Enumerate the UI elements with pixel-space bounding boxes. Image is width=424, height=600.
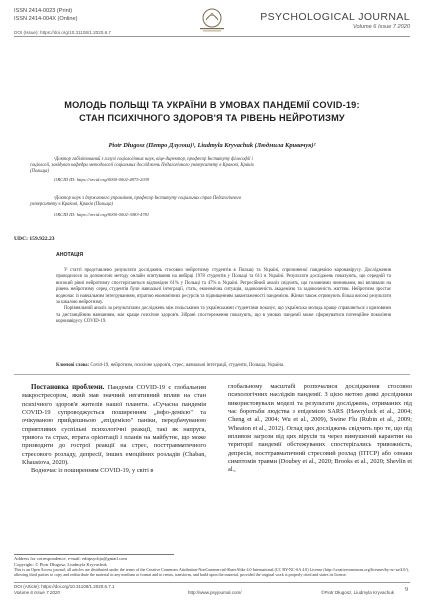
keywords-text: Covid-19, нейротизм, психічне здоров'я, стрес, навчальні інтеграції, студенти, Польща, Україна. <box>90 363 285 368</box>
header-divider <box>14 36 410 37</box>
copyright-note: Copyright: © Piotr Długosz, Liudmyla Kryvachuk <box>14 562 107 567</box>
body-column-right <box>228 383 412 475</box>
body-paragraph-right: глобальному масштабі розпочалися дослідження стосовно психологічних наслідків пандемії. З цією метою деякі дослідники використовували моделі та результати досліджень, отриманих під час боротьби людства з епідемією SARS (Hawryluck et al., 2004; Cheng et al., 2004; Wu et al., 2009), Swine Flu (Rubin et al., 2009; Wheaton et al., 2012). Оглад цих досліджень свідчить про те, що під впливом загрози від цих вірусів та через вимушений карантин на території пандемії обстежуваних спостерігались тривожність, депресія, посттравматичний стресовий розлад (ПТСР) або ознаки симптомів травми (Doubey et al., 2020; Brooks et al., 2020; Shevlin et al., <box>228 383 412 474</box>
affiliation-2-line2: університету в Кракові, Краків (Польща) <box>30 202 113 207</box>
authors: Piotr Długosz (Петро Длугош)¹, Liudmyla Kryvachuk (Людмила Кривачук)² <box>108 142 316 149</box>
affiliation-1-line3: (Польща) <box>30 169 49 174</box>
footnote-divider <box>14 554 174 555</box>
correspondence: Address for correspondence, e-mail: editpsychjo@gmail.com <box>14 556 127 561</box>
affiliation-1-line2: соціології, завідувач кафедри методології соціальних досліджень Педагогічного університету в Кракові, Краків <box>30 163 254 168</box>
abstract-paragraph-1: У статті представлено результати досліджень стосовно нейротизму студентів в Польщі та Україні, спричиненої пандемією коронавірусу. Дослідження проводилося за допомогою методу онлайн опитування на вибірці 1978 студентів у Польщі та 611 в Україні. Результати досліджень показують, що середній та високий рівні нейротизму спостерігаються відповідно 61% у Польщі та 47% в Україні. Регресійний аналіз свідчить, що головними чинниками, які впливали на рівень нейротизму серед студентів були навчальні інтеграції, стать, економічна ситуація, задоволеність академією та задоволеність життям. Нейротизм зростає водночас із навчальним інтегруванням, втратою економічних ресурсів та підвищенням завантаженості пандемією. Жінки також отримують більш високі результати за шкалою нейротизму. <box>56 268 391 306</box>
intro-paragraph <box>22 383 206 467</box>
keywords-label: Ключові слова: <box>56 363 90 368</box>
footer-copyright: ©Piotr Długosz, Liudmyla Kryvachuk <box>321 590 394 595</box>
website-link[interactable]: http://www.psyjournal.com/ <box>188 590 242 595</box>
issn-print: ISSN 2414-0023 (Print) <box>14 8 73 14</box>
footer-volume: Volume 6 Issue 7 2020 <box>14 590 60 595</box>
affiliation-2-line1: ²Доктор наук з державного управління, професор Інституту соціальних справ Педагогічного <box>54 196 242 201</box>
volume-issue: Volume 6 Issue 7 2020 <box>352 24 410 30</box>
udc-code: UDC: 159.922.23 <box>14 236 55 242</box>
page-number: 9 <box>405 587 408 593</box>
journal-name: PSYCHOLOGICAL JOURNAL <box>260 11 410 23</box>
body-column-left <box>22 383 206 476</box>
orcid-2[interactable]: ORCID ID: https://orcid.org/0000-0002-3083-4781 <box>54 212 150 217</box>
license-note: This is an Open Access journal, all articles are distributed under the terms of the Creative Commons Attribution-NonCommercial-ShareAlike 4.0 International (CC BY-NC-SA 4.0) License (http://creativecommons.org/licenses/by-nc-sa/4.0/), allowing third parties to copy and redistribute the material in any medium or format and to remix, transform, and build upon the material, provided the original work is properly cited and states its license. <box>14 567 409 577</box>
abstract-divider <box>14 374 410 375</box>
affiliation-1-line1: ¹Доктор габілітований з галузі соціологічних наук, віце-директор, професор Інституту філософії і <box>54 157 253 162</box>
footer-divider <box>14 582 410 583</box>
orcid-1[interactable]: ORCID ID: https://orcid.org/0000-0002-4875-2039 <box>54 177 150 182</box>
journal-logo <box>190 6 234 34</box>
abstract-body <box>56 268 391 326</box>
section-lead: Постановка проблеми. <box>31 383 105 391</box>
abstract-heading: АНОТАЦІЯ <box>56 252 84 258</box>
issn-online: ISSN 2414-004X (Online) <box>14 16 78 22</box>
article-doi[interactable]: DOI (Article): https://doi.org/10.31108/1.2020.6.7.1 <box>14 584 115 589</box>
intro-text: Пандемія COVID-19 є глобальним макростресором, який мав значний негативний вплив на стан психічного здоров'я жителів нашої планети. «Сучасна пандемія COVID-19 супроводжується поширенням „інфо-демією" та очікуваною прийдешньою „епідемією" паніки, передбачуваною сприятливих суспільні психологічні реакції, такі як напруга, тривога та страх, втрата орієнтації і планів на майбутнє, що може призводити до гострої реакції на стрес, посттравматичного стресового розладу, депресії, інших емоційних розладів (Chaban, Khaustova, 2020). <box>22 384 206 467</box>
body-paragraph-2: Водночас із поширенням COVID-19, у світі в <box>31 467 154 475</box>
article-title-line1: МОЛОДЬ ПОЛЬЩІ ТА УКРАЇНИ В УМОВАХ ПАНДЕМІЇ COVID-19: <box>64 100 360 110</box>
issue-doi[interactable]: DOI (Issue): https://doi.org/10.31108/1.2020.6.7 <box>14 30 111 35</box>
keywords <box>56 363 391 369</box>
abstract-paragraph-2: Порівняльний аналіз за результатами досліджень між польськими та українськими студентами показує, що українська молодь краще справляється з кризовими та дистанційним навчанням, має краще психічне здоров'я. Зібрані спостереження показують, що в умовах пандемії може сформуватися потенційне покоління коронавірусу COVID-19. <box>56 306 391 325</box>
article-title-line2: СТАН ПСИХІЧНОГО ЗДОРОВ'Я ТА РІВЕНЬ НЕЙРОТИЗМУ <box>79 113 345 123</box>
